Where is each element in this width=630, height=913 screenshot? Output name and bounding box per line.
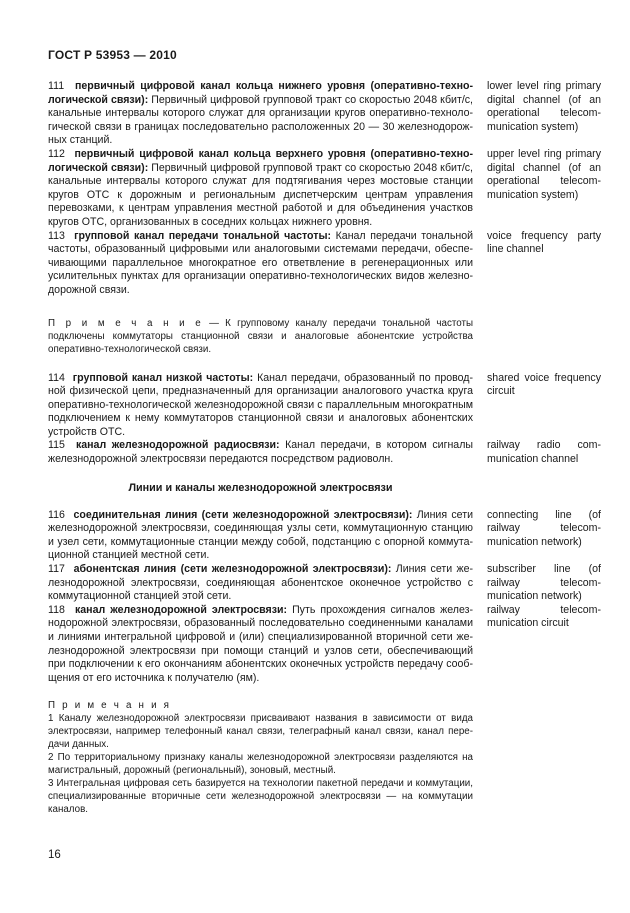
page-number: 16: [48, 849, 61, 861]
entry-text: [48, 604, 473, 686]
entry-term: абонентская линия (сети железнодорожной электросвязи):: [73, 563, 392, 576]
term-entry-111: [48, 80, 608, 148]
entry-english-term: lower level ring primary digital channel (of an operational telecommunication system): [487, 80, 601, 133]
entry-number: 117: [48, 563, 65, 576]
term-entry-118: [48, 604, 608, 686]
entry-number: 112: [48, 147, 65, 160]
entry-text: [48, 439, 473, 466]
entry-term: канал железнодорожной радиосвязи:: [75, 439, 280, 452]
entry-number: 111: [48, 80, 65, 92]
term-entry-117: [48, 563, 608, 604]
terms-body: [48, 80, 608, 816]
entry-number: 116: [48, 508, 65, 521]
entry-text: [48, 563, 473, 604]
entry-definition: Канал передачи, образованный по проводной физической цепи, предназначенный для организации аналогового участка круга оперативно-технологической железнодорожной связи с параллельным многократным подключением к нему коммутаторов станционной связи и аналоговых абонентских устройств ОТС.: [48, 371, 473, 438]
note-label: П р и м е ч а н и е: [48, 317, 203, 329]
entry-english-term: shared voice frequency circuit: [487, 371, 601, 398]
entry-english-term: railway radio communication channel: [487, 439, 601, 466]
entry-text: [48, 80, 473, 148]
note-paragraph: [48, 317, 473, 356]
entry-definition: Канал передачи, в котором сигналы железнодорожной электросвязи передаются посредством радиоволн.: [48, 439, 473, 466]
entry-definition: Первичный цифровой групповой тракт со скоростью 2048 кбит/с, канальные интервалы которого служат для подтягивания через мостовые станции кругов ОТС к дорожным и региональным диспетчерским центрам управления перевозками, к центрам управления местной работой и для объединения участков кругов ОТС, организованных в соседних кольцах нижнего уровня.: [48, 161, 473, 228]
notes-block: [48, 699, 473, 816]
entry-term: групповой канал передачи тональной частоты:: [74, 229, 332, 242]
entry-english-term: voice frequency party line channel: [487, 229, 601, 256]
section-title: Линии и каналы железнодорожной электросвязи: [128, 481, 393, 494]
term-entry-114: [48, 372, 608, 440]
entry-text: [48, 230, 473, 298]
entry-definition: Путь прохождения сигналов железнодорожной электросвязи, образованный последовательно соединенными каналами и линиями интегральной цифровой и (или) специализированной вторичной сети железнодорожной электросвязи при помощи станций и узлов сети, обеспечивающий при подключении к его окончаниям абонентских оконечных устройств передачу сообщения от его источника к получателю (ям).: [48, 603, 473, 684]
entry-number: 115: [48, 439, 65, 452]
entry-term: канал железнодорожной электросвязи:: [74, 603, 288, 616]
entry-text: [48, 148, 473, 230]
term-entry-115: [48, 439, 608, 466]
note-item-2: 2 По территориальному признаку каналы железнодорожной электросвязи разделяются на магистральный, дорожный (региональный), зоновый, местный.: [48, 752, 473, 777]
entry-definition: Линия сети железнодорожной электросвязи, соединяющая узлы сети, коммутационную станцию и узел сети, коммутационные станции между собой, подстанцию с опорной коммутационной станцией местной сети.: [48, 508, 473, 562]
entry-english-term: connecting line (of railway telecommunication network): [487, 508, 601, 548]
note-item-1: 1 Каналу железнодорожной электросвязи присваивают названия в зависимости от вида электросвязи, например телефонный канал связи, телеграфный канал связи, канал передачи данных.: [48, 713, 473, 751]
entry-text: [48, 509, 473, 563]
entry-number: 118: [48, 603, 65, 616]
entry-term: групповой канал низкой частоты:: [72, 371, 254, 384]
entry-english-term: railway telecommunication circuit: [487, 603, 601, 630]
entry-definition: Первичный цифровой групповой тракт со скоростью 2048 кбит/с, канальные интервалы которого служат для организации кругов оперативно-технологической связи в границах последовательно расположенных 20 — 30 железнодорожных станций.: [48, 93, 473, 147]
note-item-3: 3 Интегральная цифровая сеть базируется на технологии пакетной передачи и коммутации, специализированные вторичные сети железнодорожной электросвязи — на коммутации каналов.: [48, 778, 473, 816]
entry-text: [48, 372, 473, 440]
entry-term: первичный цифровой канал кольца нижнего уровня (оперативно-технологической связи):: [48, 80, 473, 106]
term-entry-112: [48, 148, 608, 230]
term-entry-113: [48, 230, 608, 298]
term-entry-116: [48, 509, 608, 563]
note-text: — К групповому каналу передачи тональной частоты подключены коммутаторы станционной связи и аналоговые абонентские устройства оперативно-технологической связи.: [48, 317, 474, 355]
entry-number: 114: [48, 371, 65, 384]
entry-definition: Линия сети железнодорожной электросвязи, соединяющая абонентское оконечное устройство с коммутационной станцией этой сети.: [48, 563, 473, 603]
notes-heading: П р и м е ч а н и я: [48, 700, 172, 712]
entry-definition: Канал передачи тональной частоты, образованный цифровыми или аналоговыми системами передачи, обеспечивающими параллельное многократное его ответвление в регенерационных или усилительных пунктах для организации оперативно-технологических видов железнодорожной связи.: [48, 229, 473, 296]
entry-english-term: upper level ring primary digital channel (of an operational telecommunication system): [487, 147, 601, 201]
entry-term: соединительная линия (сети железнодорожной электросвязи):: [73, 508, 413, 521]
entry-term: первичный цифровой канал кольца верхнего уровня (оперативно-технологической связи):: [48, 147, 474, 174]
entry-number: 113: [48, 229, 65, 242]
document-header: ГОСТ Р 53953 — 2010: [48, 48, 177, 62]
entry-english-term: subscriber line (of railway telecommunication network): [487, 563, 601, 603]
